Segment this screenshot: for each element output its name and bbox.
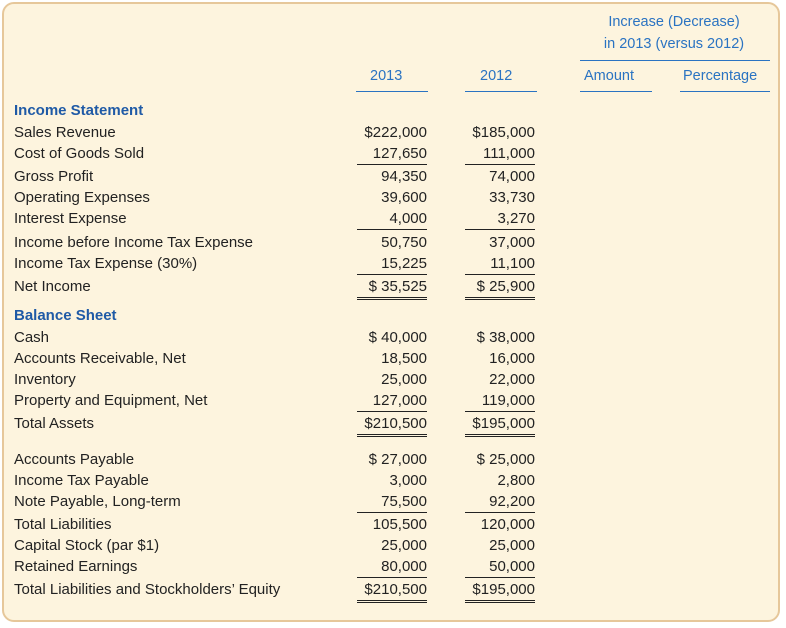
table-row xyxy=(0,232,780,253)
row-label: Operating Expenses xyxy=(14,189,150,206)
value-2012: 25,000 xyxy=(489,537,535,554)
col-header-percentage: Percentage xyxy=(683,68,758,84)
table-row xyxy=(0,413,780,434)
increase-header-line2: in 2013 (versus 2012) xyxy=(603,36,745,52)
row-label: Note Payable, Long-term xyxy=(14,493,181,510)
table-row xyxy=(0,253,780,274)
value-2012: $185,000 xyxy=(472,124,535,141)
rule-amount xyxy=(580,91,652,92)
row-label: Property and Equipment, Net xyxy=(14,392,208,409)
row-label: Gross Profit xyxy=(14,168,94,185)
value-2013: $210,500 xyxy=(357,413,427,437)
increase-header-line1: Increase (Decrease) xyxy=(608,14,740,30)
value-2012: 16,000 xyxy=(489,350,535,367)
value-2012: 33,730 xyxy=(489,189,535,206)
value-2012: 50,000 xyxy=(465,556,535,578)
value-2013: 15,225 xyxy=(357,253,427,275)
value-2012: $195,000 xyxy=(465,579,535,603)
value-2012: $ 25,900 xyxy=(465,276,535,300)
value-2012: 111,000 xyxy=(465,143,535,165)
value-2012: 120,000 xyxy=(480,516,535,533)
rule-percentage xyxy=(680,91,770,92)
row-label: Income before Income Tax Expense xyxy=(14,234,254,251)
rule-2012 xyxy=(465,91,537,92)
table-row xyxy=(0,579,780,600)
table-row xyxy=(0,491,780,512)
col-header-amount: Amount xyxy=(584,68,634,84)
rule-2013 xyxy=(356,91,428,92)
value-2013: 127,650 xyxy=(357,143,427,165)
value-2013: 94,350 xyxy=(381,168,427,185)
table-row xyxy=(0,122,780,143)
row-label: Income Tax Payable xyxy=(14,472,149,489)
row-label: Total Liabilities xyxy=(14,516,112,533)
table-row xyxy=(0,348,780,369)
value-2013: 80,000 xyxy=(357,556,427,578)
value-2013: 105,500 xyxy=(372,516,427,533)
col-header-2013: 2013 xyxy=(370,68,403,84)
value-2013: $ 35,525 xyxy=(357,276,427,300)
table-row xyxy=(0,208,780,229)
value-2013: $ 40,000 xyxy=(368,329,427,346)
table-row xyxy=(0,327,780,348)
value-2012: $ 25,000 xyxy=(476,451,535,468)
table-row xyxy=(0,166,780,187)
value-2013: 4,000 xyxy=(357,208,427,230)
value-2012: $ 38,000 xyxy=(476,329,535,346)
row-label: Accounts Receivable, Net xyxy=(14,350,186,367)
income-statement-title: Income Statement xyxy=(14,102,144,119)
row-label: Interest Expense xyxy=(14,210,127,227)
value-2012: $195,000 xyxy=(465,413,535,437)
table-row xyxy=(0,187,780,208)
value-2013: 25,000 xyxy=(381,537,427,554)
row-label: Accounts Payable xyxy=(14,451,135,468)
value-2012: 2,800 xyxy=(497,472,535,489)
value-2012: 22,000 xyxy=(489,371,535,388)
table-row xyxy=(0,514,780,535)
row-label: Capital Stock (par $1) xyxy=(14,537,160,554)
row-label: Cost of Goods Sold xyxy=(14,145,145,162)
value-2012: 3,270 xyxy=(465,208,535,230)
row-label: Net Income xyxy=(14,278,91,295)
row-label: Income Tax Expense (30%) xyxy=(14,255,198,272)
row-label: Inventory xyxy=(14,371,76,388)
value-2013: $ 27,000 xyxy=(368,451,427,468)
value-2012: 92,200 xyxy=(465,491,535,513)
table-row xyxy=(0,449,780,470)
row-label: Retained Earnings xyxy=(14,558,138,575)
table-row xyxy=(0,369,780,390)
col-header-2012: 2012 xyxy=(480,68,513,84)
value-2013: 39,600 xyxy=(381,189,427,206)
table-row xyxy=(0,470,780,491)
balance-sheet-title: Balance Sheet xyxy=(14,307,117,324)
increase-header-rule xyxy=(580,60,770,61)
table-row xyxy=(0,143,780,164)
row-label: Total Liabilities and Stockholders’ Equity xyxy=(14,581,281,598)
row-label: Cash xyxy=(14,329,50,346)
value-2013: 127,000 xyxy=(357,390,427,412)
value-2013: $222,000 xyxy=(364,124,427,141)
value-2013: 75,500 xyxy=(357,491,427,513)
value-2012: 11,100 xyxy=(465,253,535,275)
row-label: Sales Revenue xyxy=(14,124,116,141)
value-2012: 74,000 xyxy=(489,168,535,185)
table-row xyxy=(0,535,780,556)
row-label: Total Assets xyxy=(14,415,95,432)
table-row xyxy=(0,556,780,577)
value-2012: 37,000 xyxy=(489,234,535,251)
value-2013: 50,750 xyxy=(381,234,427,251)
value-2013: 25,000 xyxy=(381,371,427,388)
table-row xyxy=(0,390,780,411)
value-2013: 18,500 xyxy=(381,350,427,367)
value-2013: 3,000 xyxy=(389,472,427,489)
value-2012: 119,000 xyxy=(465,390,535,412)
value-2013: $210,500 xyxy=(357,579,427,603)
table-row xyxy=(0,276,780,297)
